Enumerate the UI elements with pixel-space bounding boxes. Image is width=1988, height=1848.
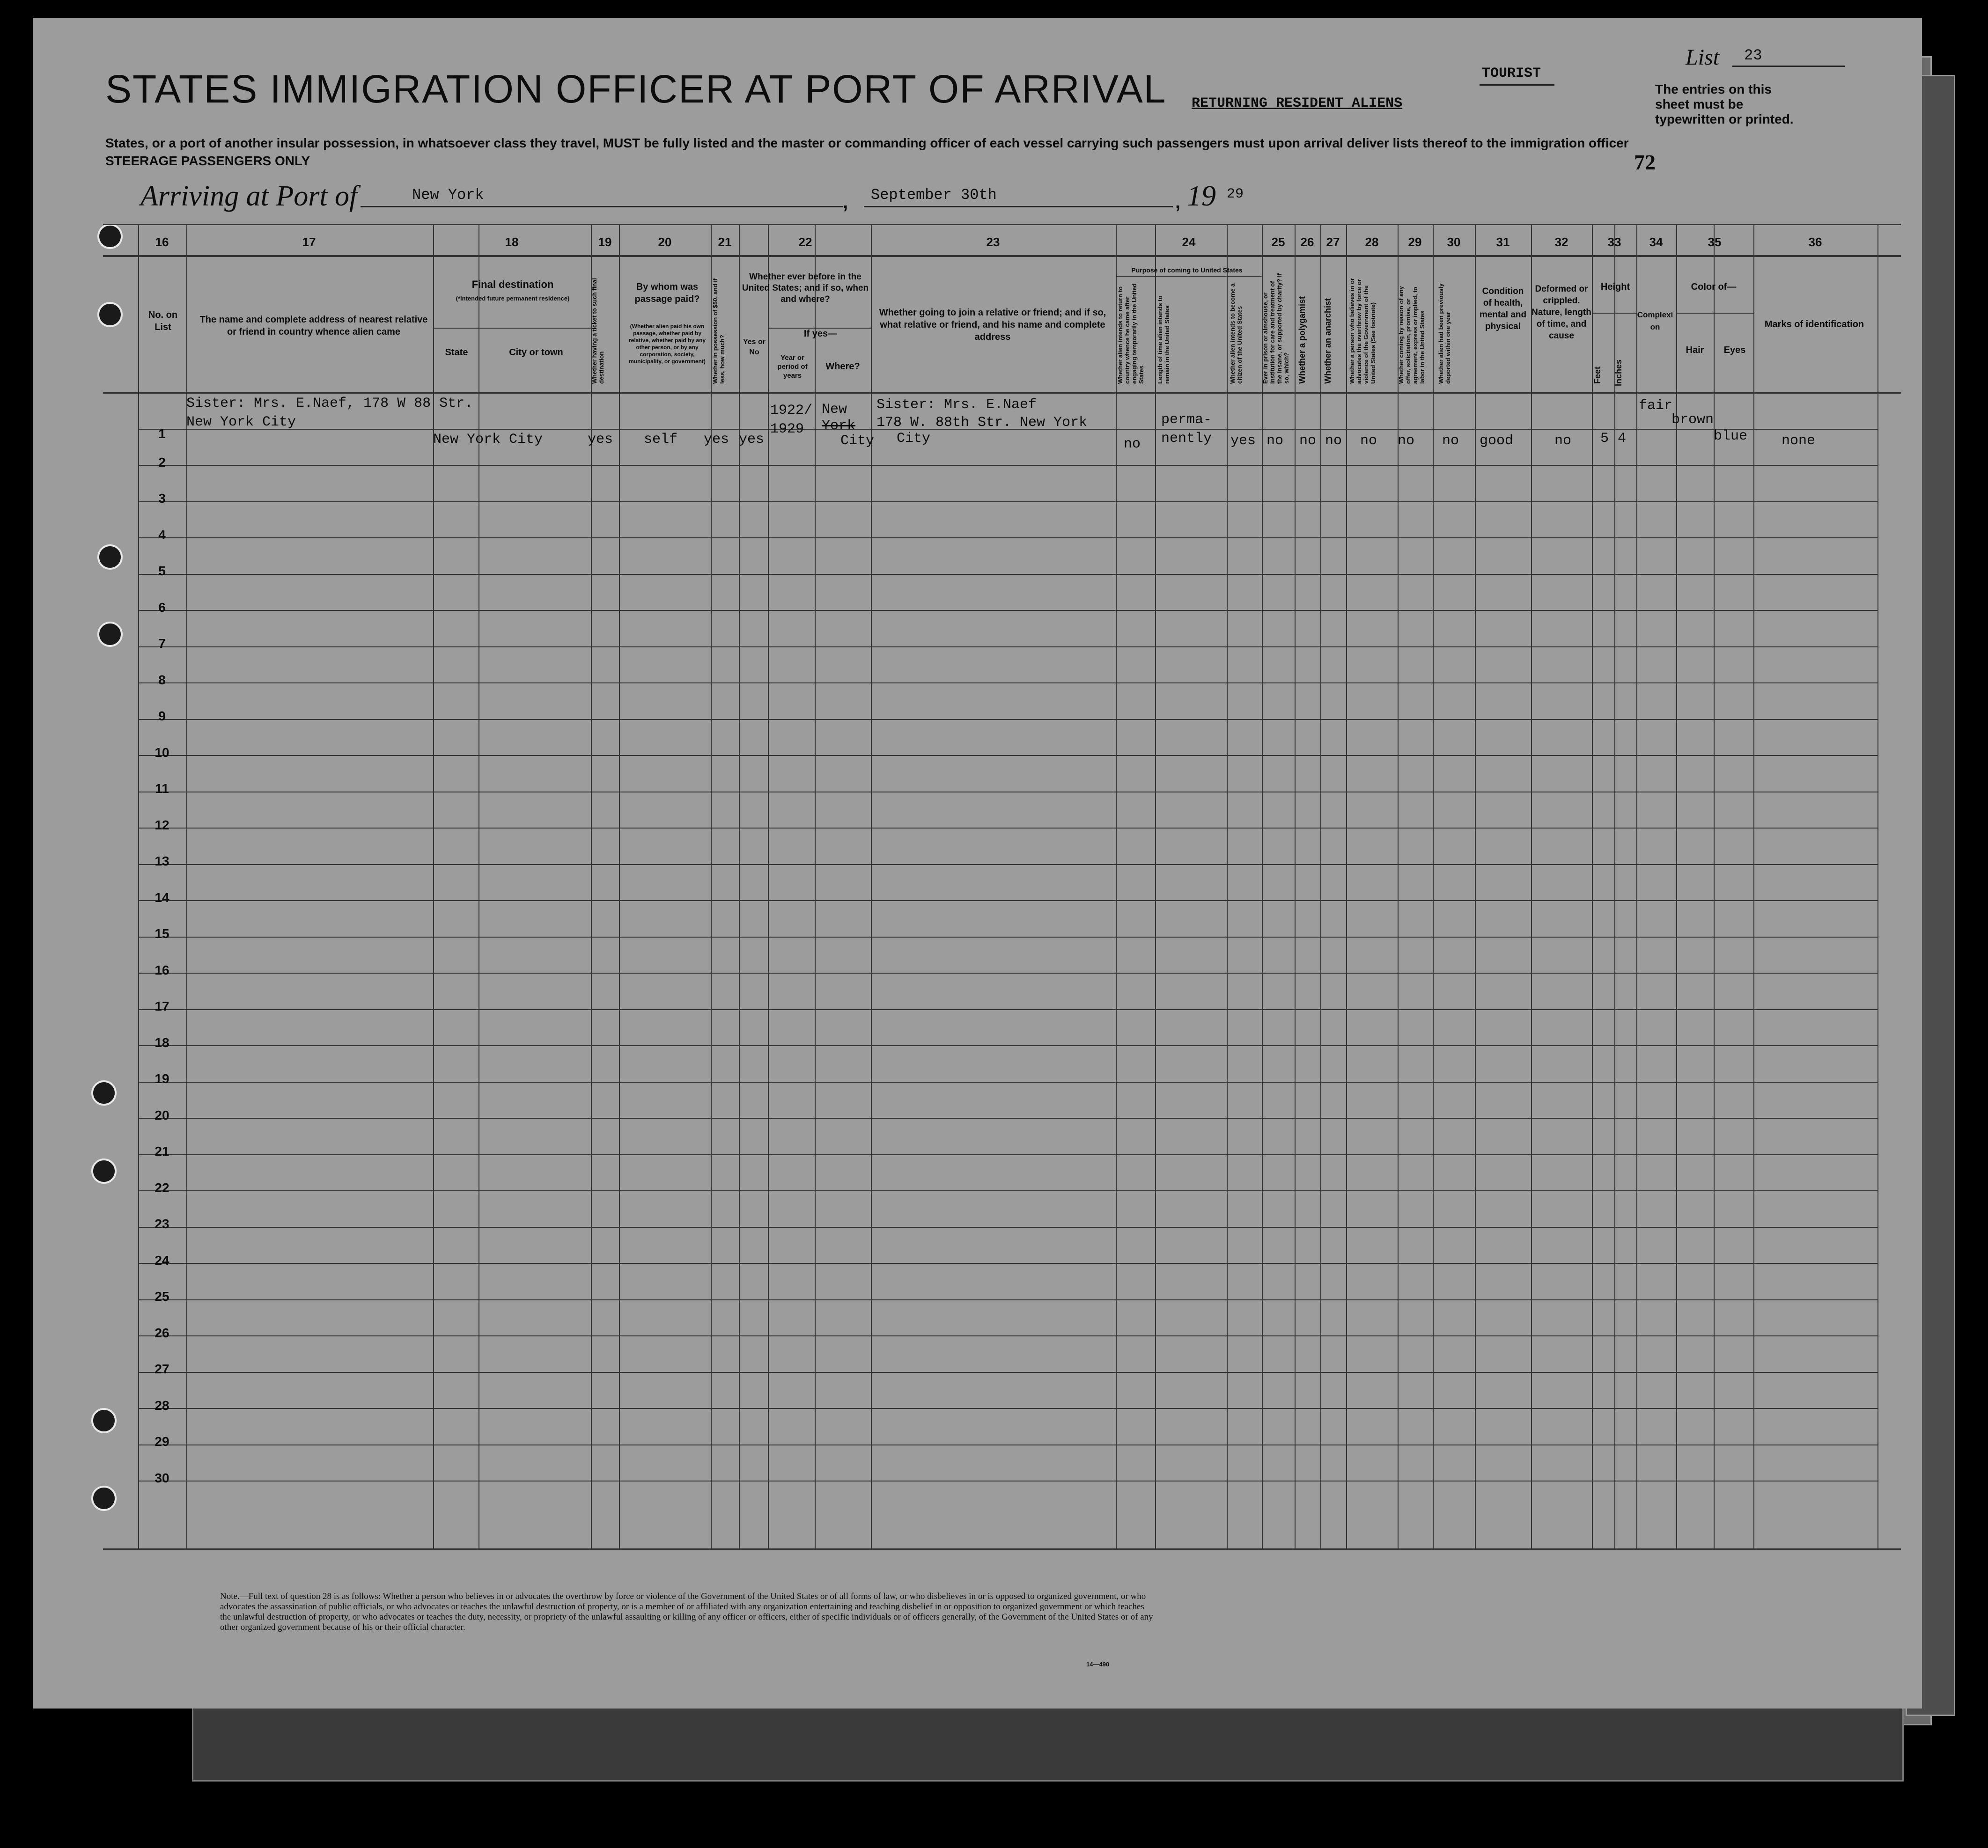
entry-where-line3: City <box>840 433 875 449</box>
column-number: 35 <box>1708 235 1722 249</box>
header-color-of: Color of— <box>1691 282 1737 292</box>
entry-anarchist: no <box>1325 433 1342 449</box>
header-overthrow: Whether a person who believes in or advocates the overthrow by force or violence of the Government of the United States (See footnote) <box>1348 278 1377 384</box>
header-no-on-list: No. on List <box>148 310 178 332</box>
header-hair: Hair <box>1686 345 1704 355</box>
entry-money: yes <box>704 432 729 447</box>
binder-hole <box>97 224 123 249</box>
row-number: 24 <box>155 1253 169 1268</box>
table-column-rule <box>1433 224 1434 1548</box>
table-column-rule <box>1531 224 1532 1548</box>
entry-ticket: yes <box>588 432 613 447</box>
column-number: 17 <box>302 235 316 249</box>
column-number: 25 <box>1271 235 1285 249</box>
column-number: 19 <box>598 235 612 249</box>
table-rule <box>1676 313 1753 314</box>
table-rule <box>138 682 1878 683</box>
header-nearest-relative: The name and complete address of nearest relative or friend in country whence alien came <box>199 315 428 337</box>
table-rule <box>138 1227 1878 1228</box>
binder-hole <box>97 302 123 327</box>
entry-length-line2: nently <box>1161 431 1212 447</box>
table-column-rule <box>1262 224 1263 1548</box>
column-number: 36 <box>1808 235 1822 249</box>
table-rule <box>1592 313 1636 314</box>
table-column-rule <box>871 224 872 1548</box>
row-number: 13 <box>155 854 169 868</box>
table-rule <box>103 1548 1901 1550</box>
row-number: 18 <box>155 1035 169 1050</box>
class-stamp-tourist: TOURIST <box>1482 66 1541 81</box>
header-state: State <box>445 347 468 358</box>
column-number: 32 <box>1554 235 1568 249</box>
form-number: 14—490 <box>1086 1661 1110 1668</box>
header-city-or-town: City or town <box>509 347 563 358</box>
table-rule <box>138 646 1878 647</box>
entry-passage: self <box>644 432 678 447</box>
table-column-rule <box>1116 224 1117 1548</box>
table-column-rule <box>1295 224 1296 1548</box>
header-become-citizen: Whether alien intends to become a citizen of the United States <box>1229 283 1243 384</box>
column-number: 24 <box>1182 235 1196 249</box>
column-number: 26 <box>1300 235 1314 249</box>
table-column-rule <box>739 224 740 1548</box>
table-rule <box>138 719 1878 720</box>
column-number: 33 <box>1607 235 1621 249</box>
row-number: 12 <box>155 817 169 832</box>
port-value: New York <box>412 186 484 204</box>
table-rule <box>103 255 1901 257</box>
entry-where-line1: New <box>822 402 847 418</box>
row-number: 17 <box>155 999 169 1013</box>
row-number: 16 <box>155 962 169 977</box>
entry-before: yes <box>739 432 765 447</box>
header-length-of-stay: Length of time alien intends to remain in the United States <box>1156 295 1171 384</box>
binder-hole <box>91 1080 117 1106</box>
entry-feet: 5 <box>1600 431 1609 447</box>
table-rule <box>138 501 1878 502</box>
table-column-rule <box>1320 224 1321 1548</box>
row-number: 1 <box>158 426 166 441</box>
header-anarchist: Whether an anarchist <box>1323 298 1333 384</box>
table-rule <box>138 900 1878 901</box>
table-rule <box>138 1082 1878 1083</box>
table-rule <box>138 937 1878 938</box>
header-final-destination: Final destination <box>471 279 554 290</box>
table-column-rule <box>138 224 139 1548</box>
table-column-rule <box>1346 224 1347 1548</box>
table-rule <box>103 224 1901 225</box>
entry-overthrow: no <box>1360 433 1377 449</box>
column-number: 29 <box>1408 235 1422 249</box>
header-passage-paid: By whom was passage paid? <box>634 282 700 304</box>
row-number: 7 <box>158 636 166 651</box>
header-eyes: Eyes <box>1723 345 1746 355</box>
row-number: 23 <box>155 1217 169 1231</box>
list-number: 23 <box>1744 47 1762 64</box>
header-intends-return: Whether alien intends to return to country whence he came after engaging temporarily in the United States <box>1117 283 1145 384</box>
entry-prison: no <box>1266 433 1284 449</box>
column-number: 30 <box>1447 235 1461 249</box>
column-number: 18 <box>505 235 519 249</box>
row-number: 10 <box>155 745 169 760</box>
table-column-rule <box>591 224 592 1548</box>
table-rule <box>138 1009 1878 1010</box>
table-column-rule <box>1753 224 1754 1548</box>
column-number: 20 <box>658 235 672 249</box>
row-number: 19 <box>155 1071 169 1086</box>
table-rule <box>138 1408 1878 1409</box>
page-stack-bottom <box>192 1699 1904 1782</box>
table-rule <box>138 1263 1878 1264</box>
row-number: 3 <box>158 491 166 506</box>
table-rule <box>138 1118 1878 1119</box>
list-label: List <box>1686 45 1720 70</box>
header-join-relative: Whether going to join a relative or friend; and if so, what relative or friend, and his name and complete address <box>879 308 1106 342</box>
entry-deformed: no <box>1554 433 1572 449</box>
year-suffix: 29 <box>1227 186 1244 202</box>
header-year-period: Year or period of years <box>777 354 808 380</box>
column-number: 27 <box>1326 235 1340 249</box>
table-rule <box>138 465 1878 466</box>
header-deformed: Deformed or crippled. Nature, length of time, and cause <box>1531 284 1591 341</box>
table-column-rule <box>1714 224 1715 1548</box>
header-health: Condition of health, mental and physical <box>1479 286 1527 331</box>
row-number: 22 <box>155 1180 169 1195</box>
header-passage-note: (Whether alien paid his own passage, whether paid by relative, whether paid by any other person, or by any corporation, society, municipality, or government) <box>628 323 706 365</box>
entry-eyes: blue <box>1714 428 1748 444</box>
column-number: 28 <box>1365 235 1379 249</box>
entry-relative-line1: Sister: Mrs. E.Naef, 178 W 88 Str. <box>186 396 473 411</box>
binder-hole <box>91 1486 117 1511</box>
row-number: 27 <box>155 1362 169 1376</box>
row-number: 9 <box>158 709 166 723</box>
column-number: 21 <box>718 235 732 249</box>
entry-join-line1: Sister: Mrs. E.Naef <box>876 397 1037 413</box>
table-rule <box>138 1190 1878 1191</box>
column-number: 16 <box>155 235 169 249</box>
entry-hair: brown <box>1671 412 1714 428</box>
table-column-rule <box>619 224 620 1548</box>
row-number: 28 <box>155 1398 169 1413</box>
row-number: 2 <box>158 455 166 469</box>
table-column-rule <box>815 224 816 1548</box>
entry-years-line2: 1929 <box>770 421 804 437</box>
table-column-rule <box>1227 224 1228 1548</box>
entry-polygamist: no <box>1299 433 1317 449</box>
entry-marks: none <box>1782 433 1816 449</box>
header-where: Where? <box>825 361 860 372</box>
header-inches: Inches <box>1614 359 1623 386</box>
table-rule <box>103 392 1901 394</box>
row-number: 20 <box>155 1107 169 1122</box>
table-rule <box>138 1154 1878 1155</box>
binder-hole <box>97 622 123 647</box>
row-number: 15 <box>155 926 169 941</box>
header-marks: Marks of identification <box>1764 319 1864 330</box>
header-height: Height <box>1600 282 1630 292</box>
entry-deported: no <box>1442 433 1459 449</box>
page-title: STATES IMMIGRATION OFFICER AT PORT OF ARRIVAL <box>105 67 1167 111</box>
arriving-label: Arriving at Port of <box>140 180 358 212</box>
row-number: 21 <box>155 1144 169 1159</box>
table-rule <box>138 574 1878 575</box>
header-before-in-us: Whether ever before in the United States; and if so, when and where? <box>742 272 869 304</box>
column-number: 34 <box>1649 235 1663 249</box>
header-complexion: Complexion <box>1637 310 1673 331</box>
binder-hole <box>91 1159 117 1184</box>
header-labor-offer: Whether coming by reason of any offer, solicitation, promise, or agreement, express or implied, to labor in the United States <box>1398 286 1426 384</box>
entry-return: no <box>1124 436 1141 452</box>
table-column-rule <box>711 224 712 1548</box>
table-rule <box>138 864 1878 865</box>
table-column-rule <box>768 224 769 1548</box>
footnote-question-28: Note.—Full text of question 28 is as follows: Whether a person who believes in or advocates the overthrow by force or violence of the Government of the United States or of all forms of law, or who disbelieves in or is opposed to organized government, or who advocates the assassination of public officials, or who advocates or teaches the unlawful destruction of property, or is a member of or affiliated with any organization entertaining and teaching disbelief in or opposition to organized government or which teaches the unlawful destruction of property, or who advocates or teaches the duty, necessity, or propriety of the unlawful assaulting or killing of any officer or officers, either of specific individuals or of officers generally, of the Government of the United States or of any other organized government because of his or their official character. <box>220 1591 1153 1632</box>
table-rule <box>138 1299 1878 1300</box>
entry-where-line2: York <box>822 418 856 434</box>
entry-inches: 4 <box>1618 431 1627 447</box>
instruction-line: States, or a port of another insular possession, in whatsoever class they travel, MUST be fully listed and the master or commanding officer of each vessel carrying such passengers must upon arrival deliver lists thereof to the immigration officer <box>105 136 1629 150</box>
row-number: 14 <box>155 890 169 905</box>
entry-complexion: fair <box>1639 398 1673 414</box>
table-column-rule <box>1155 224 1156 1548</box>
table-column-rule <box>1475 224 1476 1548</box>
table-rule <box>138 1045 1878 1046</box>
row-number: 30 <box>155 1470 169 1485</box>
column-number: 31 <box>1496 235 1510 249</box>
header-deported: Whether alien had been previously deported within one year <box>1437 283 1451 384</box>
entry-labor: no <box>1398 433 1415 449</box>
header-feet: Feet <box>1593 366 1602 384</box>
entry-years-line1: 1922/ <box>770 403 813 418</box>
header-ticket: Whether having a ticket to such final destination <box>591 278 605 384</box>
entry-length-line1: perma- <box>1161 412 1212 428</box>
binder-hole <box>91 1408 117 1433</box>
header-prison: Ever in prison or almshouse, or institution for care and treatment of the insane, or supported by charity? If so, which? <box>1262 273 1290 384</box>
year-prefix: 19 <box>1187 180 1216 212</box>
table-rule <box>138 610 1878 611</box>
column-number: 23 <box>986 235 1000 249</box>
entry-relative-line2: New York City <box>186 414 296 430</box>
table-rule <box>433 328 591 329</box>
row-number: 26 <box>155 1325 169 1340</box>
row-number: 29 <box>155 1434 169 1449</box>
table-rule <box>138 973 1878 974</box>
row-number: 25 <box>155 1289 169 1304</box>
manifest-sheet <box>33 18 1922 1709</box>
table-column-rule <box>1592 224 1593 1548</box>
header-polygamist: Whether a polygamist <box>1297 296 1307 384</box>
table-rule <box>138 1335 1878 1336</box>
entry-join-line2: 178 W. 88th Str. New York <box>876 415 1088 431</box>
entry-join-line3: City <box>897 431 931 447</box>
entry-city: New York City <box>433 432 543 447</box>
row-number: 6 <box>158 600 166 615</box>
table-rule <box>138 1372 1878 1373</box>
header-final-destination-note: (*Intended future permanent residence) <box>456 295 570 302</box>
table-rule <box>138 755 1878 756</box>
entry-citizen: yes <box>1230 433 1256 449</box>
row-number: 5 <box>158 564 166 578</box>
header-yes-or-no: Yes or No <box>743 338 766 356</box>
row-number: 4 <box>158 527 166 542</box>
date-value: September 30th <box>871 186 997 204</box>
table-column-rule <box>1398 224 1399 1548</box>
row-number: 11 <box>155 781 169 796</box>
sheet-instructions: The entries on this sheet must be typewritten or printed. <box>1655 82 1794 126</box>
class-stamp: RETURNING RESIDENT ALIENS <box>1192 95 1403 111</box>
table-column-rule <box>1636 224 1637 1548</box>
header-money: Whether in possession of $50, and if less, how much? <box>712 278 726 384</box>
entry-health: good <box>1480 433 1514 449</box>
table-rule <box>138 828 1878 829</box>
row-number: 8 <box>158 672 166 687</box>
header-purpose: Purpose of coming to United States <box>1131 266 1243 274</box>
table-rule <box>138 537 1878 538</box>
page-number: 72 <box>1634 150 1656 174</box>
table-column-rule <box>1614 224 1615 1548</box>
column-number: 22 <box>798 235 812 249</box>
table-column-rule <box>433 224 434 1548</box>
header-if-yes: If yes— <box>803 329 838 339</box>
binder-hole <box>97 544 123 570</box>
steerage-label: STEERAGE PASSENGERS ONLY <box>105 154 310 168</box>
